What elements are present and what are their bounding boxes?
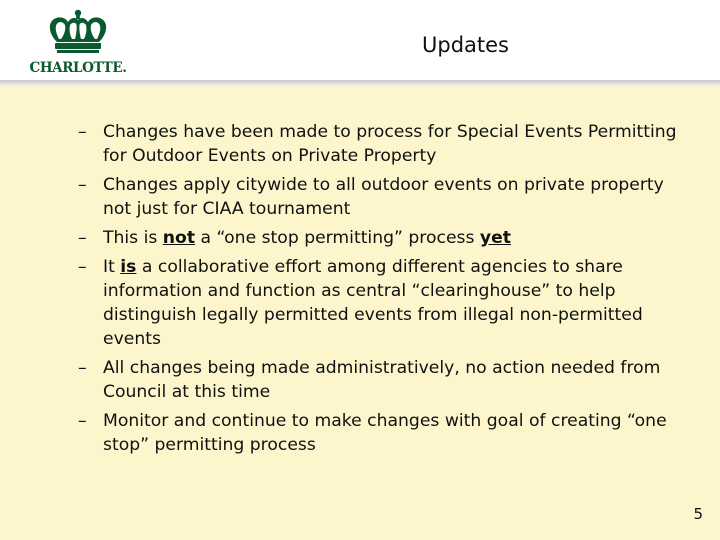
- crown-icon: [28, 8, 128, 58]
- bullet-text: All changes being made administratively, no action needed from Council at this time: [103, 358, 661, 402]
- bullet-item: [78, 409, 678, 457]
- bullet-text-part: a collaborative effort among different agencies to share information and function as central “clearinghouse” to help distinguish legally permitted events from illegal non-permitted events: [103, 257, 643, 349]
- page-number: 5: [693, 505, 703, 523]
- bullet-text: Changes apply citywide to all outdoor events on private property not just for CIAA tournament: [103, 175, 664, 219]
- bullet-text: Changes have been made to process for Special Events Permitting for Outdoor Events on Private Property: [103, 122, 677, 166]
- bullet-marker: –: [78, 175, 87, 195]
- bullet-item: [78, 356, 678, 404]
- bullet-list: [78, 120, 678, 462]
- slide-header: [0, 0, 720, 80]
- bullet-marker: –: [78, 228, 87, 248]
- emphasis-yet: yet: [479, 228, 511, 248]
- bullet-item: [78, 226, 678, 250]
- bullet-text: Monitor and continue to make changes with goal of creating “one stop” permitting process: [103, 411, 667, 455]
- bullet-item: [78, 120, 678, 168]
- bullet-text-part: a “one stop permitting” process: [195, 228, 480, 248]
- emphasis-is: is: [120, 257, 137, 277]
- bullet-marker: –: [78, 257, 87, 277]
- charlotte-logo: [28, 8, 128, 78]
- slide-body: [0, 86, 720, 540]
- logo-wordmark: CHARLOTTE.: [29, 60, 127, 76]
- bullet-marker: –: [78, 358, 87, 378]
- bullet-text-part: This is: [103, 228, 163, 248]
- emphasis-not: not: [162, 228, 196, 248]
- bullet-marker: –: [78, 411, 87, 431]
- bullet-item: [78, 255, 678, 351]
- bullet-text-part: It: [103, 257, 121, 277]
- bullet-item: [78, 173, 678, 221]
- slide-title: Updates: [422, 33, 509, 57]
- bullet-marker: –: [78, 122, 87, 142]
